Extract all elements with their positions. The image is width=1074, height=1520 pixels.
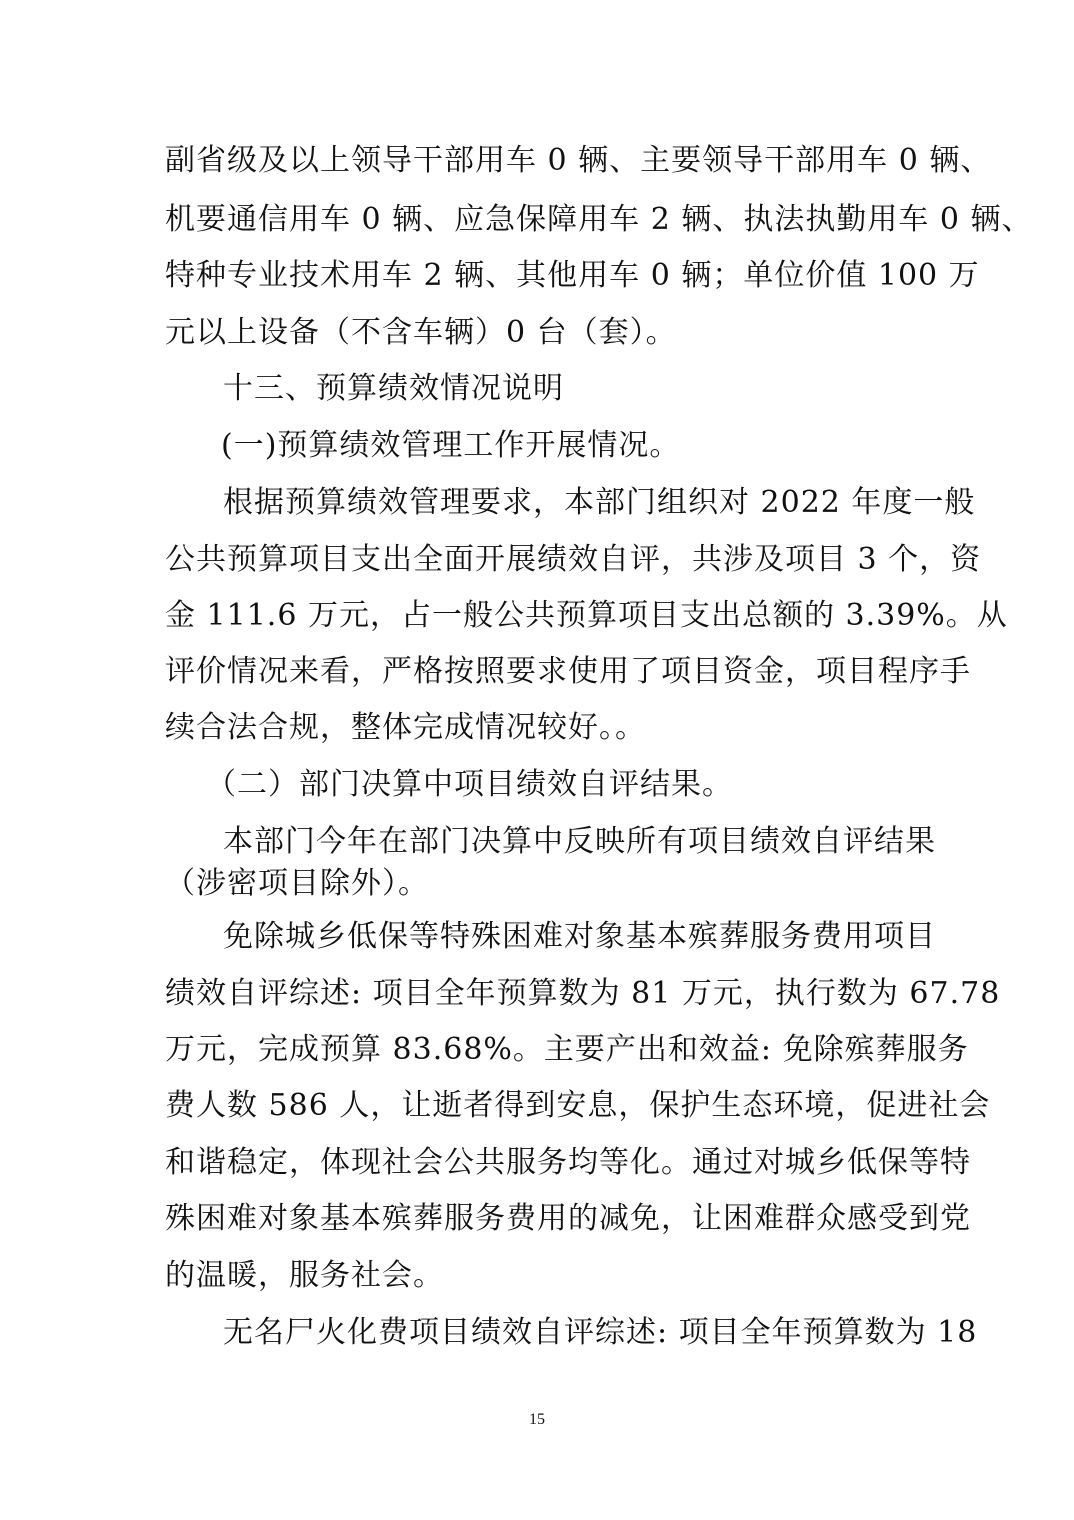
text-line: 费人数 586 人，让逝者得到安息，保护生态环境，促进社会 xyxy=(165,1088,991,1123)
section-heading: 十三、预算绩效情况说明 xyxy=(223,371,564,406)
text-line: 根据预算绩效管理要求，本部门组织对 2022 年度一般 xyxy=(223,485,976,520)
text-line: 的温暖，服务社会。 xyxy=(165,1258,444,1293)
text-line: 本部门今年在部门决算中反映所有项目绩效自评结果 xyxy=(223,824,936,859)
text-line: 副省级及以上领导干部用车 0 辆、主要领导干部用车 0 辆、 xyxy=(165,143,992,178)
text-line: 无名尸火化费项目绩效自评综述: 项目全年预算数为 18 xyxy=(223,1315,978,1350)
text-line: 公共预算项目支出全面开展绩效自评，共涉及项目 3 个，资 xyxy=(165,542,982,577)
text-line: 特种专业技术用车 2 辆、其他用车 0 辆；单位价值 100 万 xyxy=(165,258,980,293)
text-line: 免除城乡低保等特殊困难对象基本殡葬服务费用项目 xyxy=(223,919,936,954)
text-line: 续合法合规，整体完成情况较好。。 xyxy=(165,710,646,745)
subsection-heading: (一)预算绩效管理工作开展情况。 xyxy=(221,428,681,463)
text-line: 和谐稳定，体现社会公共服务均等化。通过对城乡低保等特 xyxy=(165,1145,971,1180)
text-line: 评价情况来看，严格按照要求使用了项目资金，项目程序手 xyxy=(165,654,971,689)
text-line: 元以上设备（不含车辆）0 台（套）。 xyxy=(165,315,677,350)
text-line: （涉密项目除外）。 xyxy=(165,866,429,901)
subsection-heading: （二）部门决算中项目绩效自评结果。 xyxy=(206,767,733,802)
page-number: 15 xyxy=(529,1411,545,1428)
text-line: 机要通信用车 0 辆、应急保障用车 2 辆、执法执勤用车 0 辆、 xyxy=(165,202,1033,237)
text-line: 金 111.6 万元，占一般公共预算项目支出总额的 3.39%。从 xyxy=(165,598,1008,633)
text-line: 绩效自评综述: 项目全年预算数为 81 万元，执行数为 67.78 xyxy=(165,976,1001,1011)
text-line: 殊困难对象基本殡葬服务费用的减免，让困难群众感受到党 xyxy=(165,1201,971,1236)
text-line: 万元，完成预算 83.68%。主要产出和效益: 免除殡葬服务 xyxy=(165,1032,969,1067)
